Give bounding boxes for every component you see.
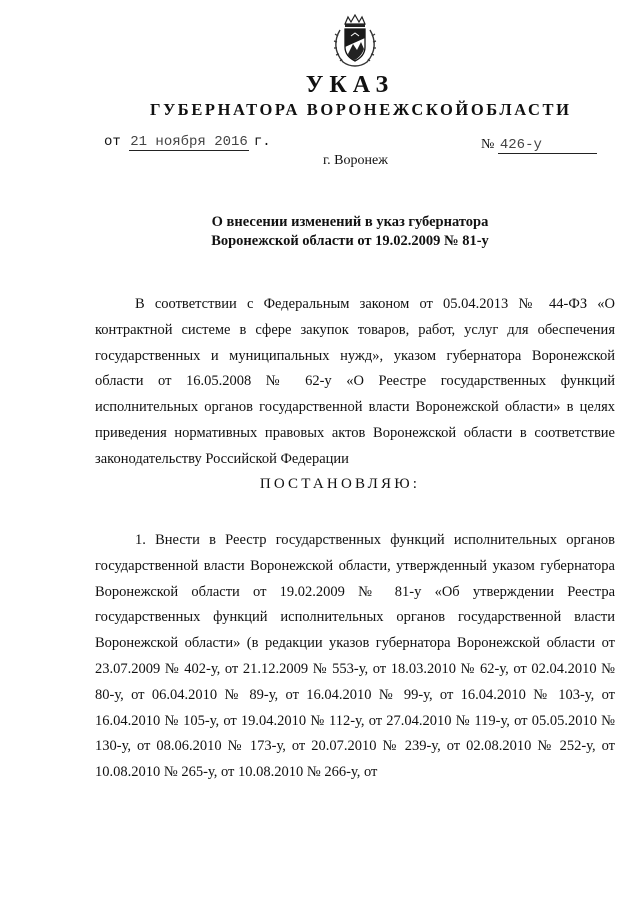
voronezh-coat-of-arms-icon [331,14,379,68]
heading-line-2: Воронежской области от 19.02.2009 № 81-у [211,233,489,249]
document-date [104,134,271,151]
number-value: 426-у [498,138,597,154]
decree-word: ПОСТАНОВЛЯЮ: [259,476,421,492]
number-mark: № [481,137,495,152]
preamble-paragraph: В соответствии с Федеральным законом от 05.04.2013 № 44-ФЗ «О контрактной системе в сфере закупок товаров, работ, услуг для обеспечения государственных и муниципальных нужд», указом губернатора Воронежской области от 16.05.2008 № 62-у «О Реестре государственных функций исполнительных органов государственной власти Воронежской области» в целях приведения нормативных правовых актов Воронежской области в соответствие законодательству Российской Федерации [95,296,615,467]
document-number [481,137,611,154]
document-subtitle: ГУБЕРНАТОРА ВОРОНЕЖСКОЙОБЛАСТИ [150,100,572,119]
clause-1-paragraph: 1. Внести в Реестр государственных функций исполнительных органов государственной власти Воронежской области, утвержденный указом губернатора Воронежской области от 19.02.2009 № 81-у «Об утверждении Реестра государственных функций исполнительных органов государственной власти Воронежской области» (в редакции указов губернатора Воронежской области от 23.07.2009 № 402-у, от 21.12.2009 № 553-у, от 18.03.2010 № 62-у, от 02.04.2010 № 80-у, от 06.04.2010 № 89-у, от 16.04.2010 № 99-у, от 16.04.2010 № 103-у, от 16.04.2010 № 105-у, от 19.04.2010 № 112-у, от 27.04.2010 № 119-у, от 05.05.2010 № 130-у, от 08.06.2010 № 173-у, от 20.07.2010 № 239-у, от 02.08.2010 № 252-у, от 10.08.2010 № 265-у, от 10.08.2010 № 266-у, от [95,532,615,781]
document-heading [120,213,580,251]
date-suffix: г. [253,134,271,150]
date-value: 21 ноября 2016 [130,134,248,150]
document-city: г. Воронеж [323,153,388,168]
heading-line-1: О внесении изменений в указ губернатора [211,214,489,230]
date-prefix: от [104,134,121,150]
document-title: УКАЗ [305,72,395,98]
